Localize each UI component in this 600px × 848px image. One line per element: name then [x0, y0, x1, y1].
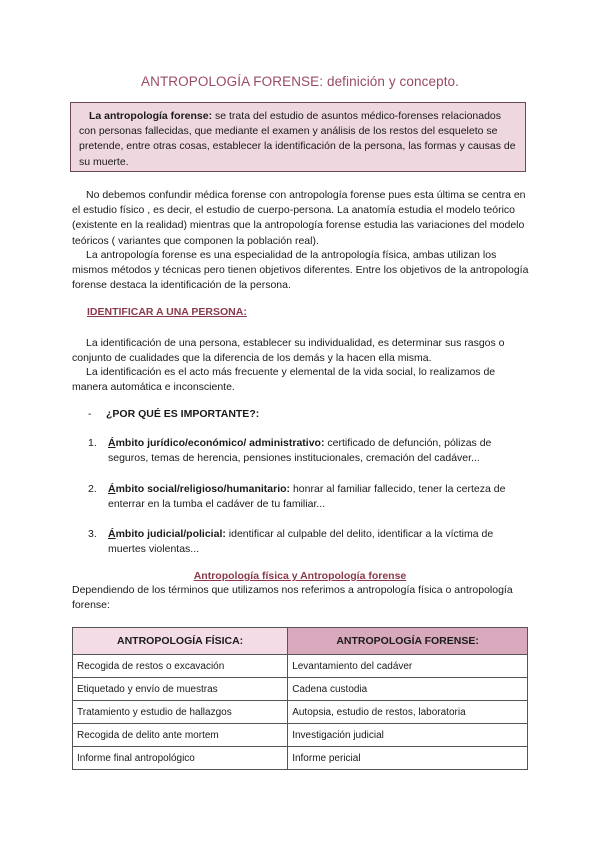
list-item-lead: mbito judicial/policial: — [115, 528, 226, 540]
list-item-number: 1. — [88, 437, 97, 449]
table-cell: Investigación judicial — [288, 724, 528, 747]
table-row — [73, 678, 528, 701]
list-item-lead: mbito jurídico/económico/ administrativo: — [115, 437, 325, 449]
identify-heading: IDENTIFICAR A UNA PERSONA: — [87, 306, 247, 318]
intro-paragraph-2 — [72, 248, 532, 294]
table-cell: Etiquetado y envío de muestras — [73, 678, 288, 701]
table-cell: Recogida de delito ante mortem — [73, 724, 288, 747]
header-forensic: ANTROPOLOGÍA FORENSE: — [288, 628, 528, 655]
list-item-number: 2. — [88, 483, 97, 495]
identify-p1-text: La identificación de una persona, establecer su individualidad, es determinar sus rasgos o conjunto de cualidades que la diferencia de los demás y la hacen ella misma. — [72, 337, 505, 365]
list-item-lead-initial: Á — [108, 483, 116, 495]
list-item-lead-initial: Á — [108, 528, 116, 540]
table-row — [73, 724, 528, 747]
why-important-heading — [88, 408, 259, 420]
table-row — [73, 701, 528, 724]
intro-p2-text: La antropología forense es una especialidad de la antropología física, ambas utilizan los mismos métodos y técnicas pero tienen objetivos diferentes. Entre los objetivos de la antropología forense destaca la identificación de la persona. — [72, 249, 529, 292]
table-cell: Recogida de restos o excavación — [73, 655, 288, 678]
list-item — [88, 436, 528, 466]
identify-paragraph-2 — [72, 365, 532, 395]
list-item-number: 3. — [88, 528, 97, 540]
intro-p1-text: No debemos confundir médica forense con antropología forense pues esta última se centra en el estudio físico , es decir, el estudio de cuerpo-persona. La anatomía estudia el modelo teórico (existente en la realidad) mientras que la antropología forense estudia las variaciones del modelo teóricos ( variantes que componen la población real). — [72, 189, 526, 247]
comparison-heading: Antropología física y Antropología forense — [193, 570, 407, 582]
table-header-row — [73, 628, 528, 655]
table-cell: Cadena custodia — [288, 678, 528, 701]
identify-p2-text: La identificación es el acto más frecuente y elemental de la vida social, lo realizamos de manera automática e inconsciente. — [72, 366, 496, 394]
header-physical: ANTROPOLOGÍA FÍSICA: — [73, 628, 288, 655]
table-cell: Tratamiento y estudio de hallazgos — [73, 701, 288, 724]
table-row — [73, 747, 528, 770]
why-dash: - — [88, 408, 92, 420]
table-cell: Informe pericial — [288, 747, 528, 770]
why-label: ¿POR QUÉ ES IMPORTANTE?: — [106, 408, 260, 420]
identify-paragraph-1 — [72, 336, 532, 366]
definition-text: se trata del estudio de asuntos médico-forenses relacionados con personas fallecidas, que mediante el examen y análisis de los restos del esqueleto se pretende, entre otras cosas, establecer la identificación de la persona, las formas y causas de su muerte. — [79, 110, 516, 168]
list-item-body — [108, 527, 528, 557]
comparison-table — [72, 627, 528, 770]
comparison-intro: Dependiendo de los términos que utilizamos nos referimos a antropología física o antropología forense: — [72, 584, 513, 612]
list-item — [88, 482, 528, 512]
table-cell: Autopsia, estudio de restos, laboratoria — [288, 701, 528, 724]
document-title: ANTROPOLOGÍA FORENSE: definición y concepto. — [140, 74, 460, 89]
list-item-text: identificar al culpable del delito, identificar a la víctima de muertes violentas... — [108, 528, 494, 556]
list-item-body — [108, 436, 528, 466]
definition-lead: La antropología forense: — [89, 110, 213, 122]
table-row — [73, 655, 528, 678]
definition-box — [70, 102, 526, 172]
intro-paragraph-1 — [72, 188, 532, 249]
list-item-text: certificado de defunción, pólizas de seguros, temas de herencia, pensiones institucionales, cremación del cadáver... — [108, 437, 492, 465]
list-item-text: honrar al familiar fallecido, tener la certeza de enterrar en la tumba el cadáver de tu familiar... — [108, 483, 506, 511]
table-cell: Informe final antropológico — [73, 747, 288, 770]
list-item-lead: mbito social/religioso/humanitario: — [115, 483, 291, 495]
list-item-lead-initial: Á — [108, 437, 116, 449]
table-cell: Levantamiento del cadáver — [288, 655, 528, 678]
list-item — [88, 527, 528, 557]
list-item-body — [108, 482, 528, 512]
